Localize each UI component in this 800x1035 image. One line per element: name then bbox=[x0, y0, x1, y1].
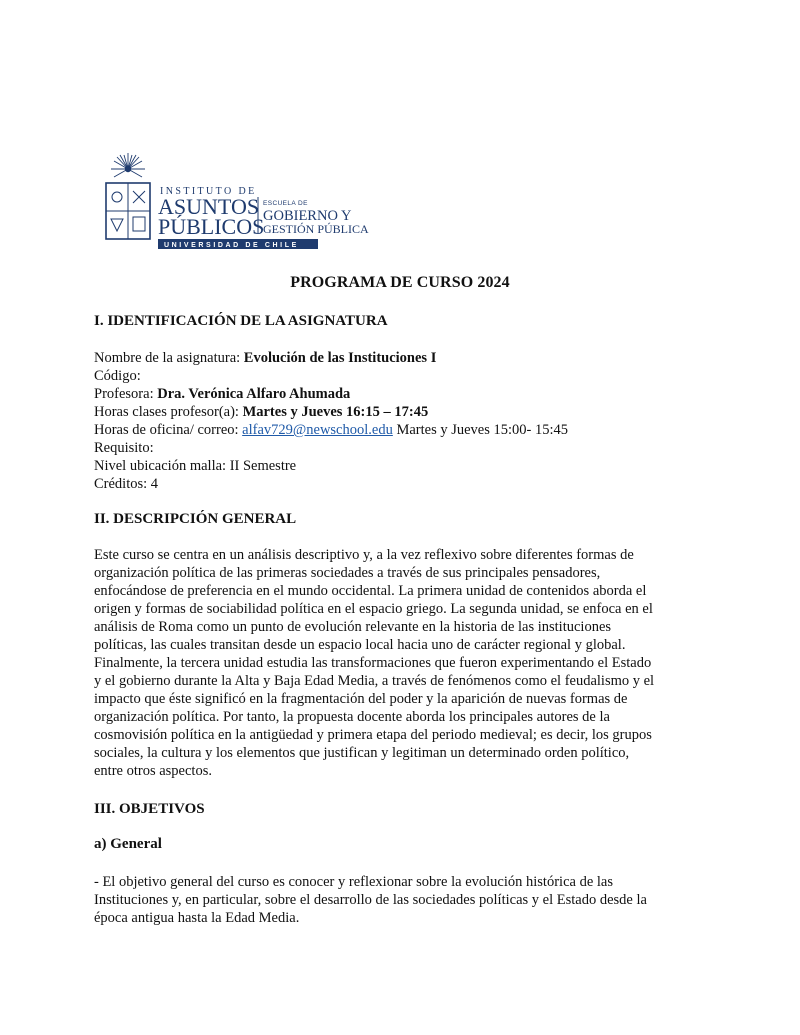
description-paragraph bbox=[94, 546, 706, 780]
field-requisito bbox=[94, 439, 706, 457]
section-3-subheading: a) General bbox=[94, 836, 162, 852]
description-line: Este curso se centra en un análisis descriptivo y, a la vez reflexivo sobre diferentes formas de bbox=[94, 547, 634, 563]
objective-line: Instituciones y, en particular, sobre el desarrollo de las sociedades políticas y el Estado desde la bbox=[94, 892, 647, 908]
field-horas bbox=[94, 403, 706, 421]
field-creditos bbox=[94, 475, 706, 493]
oficina-label: Horas de oficina/ correo: bbox=[94, 422, 243, 438]
logo-line-asuntos: ASUNTOS bbox=[158, 194, 260, 219]
horas-label: Horas clases profesor(a): bbox=[94, 404, 243, 420]
field-nombre bbox=[94, 349, 706, 367]
profesora-value: Dra. Verónica Alfaro Ahumada bbox=[157, 386, 351, 402]
institution-logo bbox=[104, 153, 372, 251]
oficina-value: Martes y Jueves 15:00- 15:45 bbox=[392, 422, 569, 438]
requisito-label: Requisito: bbox=[94, 440, 154, 456]
description-line: organización política de las primeras sociedades a través de sus principales pensadores, bbox=[94, 565, 601, 581]
field-codigo bbox=[94, 367, 706, 385]
description-line: enfocándose de preferencia en el mundo occidental. La primera unidad de contenidos aborda el bbox=[94, 583, 647, 599]
description-line: entre otros aspectos. bbox=[94, 763, 212, 779]
description-line: sociales, la cultura y los elementos que justifican y legitiman un determinado orden político, bbox=[94, 745, 630, 761]
shield-icon bbox=[106, 183, 150, 239]
nivel-label: Nivel ubicación malla: II Semestre bbox=[94, 458, 297, 474]
profesora-label: Profesora: bbox=[94, 386, 158, 402]
logo-line-instituto: INSTITUTO DE bbox=[160, 186, 257, 197]
description-line: y el gobierno durante la Alta y Baja Edad Media, a través de fenómenos como el feudalismo y el bbox=[94, 673, 655, 689]
description-line: Finalmente, la tercera unidad estudia las transformaciones que fueron experimentando el Estado bbox=[94, 655, 652, 671]
nombre-value: Evolución de las Instituciones I bbox=[243, 350, 437, 366]
section-1-heading: I. IDENTIFICACIÓN DE LA ASIGNATURA bbox=[94, 313, 388, 329]
creditos-label: Créditos: 4 bbox=[94, 476, 159, 492]
section-3-heading: III. OBJETIVOS bbox=[94, 801, 205, 817]
codigo-label: Código: bbox=[94, 368, 141, 384]
nombre-label: Nombre de la asignatura: bbox=[94, 350, 244, 366]
objective-line: - El objetivo general del curso es conocer y reflexionar sobre la evolución histórica de las bbox=[94, 874, 613, 890]
email-link[interactable]: alfav729@newschool.edu bbox=[242, 422, 393, 438]
document-title: PROGRAMA DE CURSO 2024 bbox=[290, 274, 510, 291]
logo-university-text: UNIVERSIDAD DE CHILE bbox=[164, 242, 299, 249]
section-2-heading: II. DESCRIPCIÓN GENERAL bbox=[94, 511, 297, 527]
logo-graphic bbox=[104, 153, 372, 251]
field-oficina bbox=[94, 421, 706, 439]
description-line: organización política. Por tanto, la propuesta docente aborda los principales autores de la bbox=[94, 709, 610, 725]
horas-value: Martes y Jueves 16:15 – 17:45 bbox=[242, 404, 429, 420]
course-identification bbox=[94, 349, 706, 493]
objective-paragraph bbox=[94, 873, 706, 927]
logo-escuela-de: ESCUELA DE bbox=[263, 200, 308, 207]
description-line: análisis de Roma como un punto de evolución relevante en la historia de las instituciones bbox=[94, 619, 612, 635]
objective-line: época antigua hasta la Edad Media. bbox=[94, 910, 300, 926]
star-emblem-icon bbox=[111, 153, 145, 177]
logo-gestion-publica: GESTIÓN PÚBLICA bbox=[263, 222, 369, 236]
description-line: impacto que éste significó en la fragmentación del poder y la aparición de nuevas formas de bbox=[94, 691, 628, 707]
field-profesora bbox=[94, 385, 706, 403]
description-line: políticas, las cuales transitan desde un espacio local hacia uno de carácter regional y global. bbox=[94, 637, 626, 653]
description-line: origen y formas de sociabilidad política en el espacio griego. La segunda unidad, se enfoca en el bbox=[94, 601, 653, 617]
logo-gobierno: GOBIERNO Y bbox=[263, 208, 352, 224]
description-line: cosmovisión política en la antigüedad y primera etapa del periodo medieval; es decir, los grupos bbox=[94, 727, 652, 743]
field-nivel bbox=[94, 457, 706, 475]
logo-line-publicos: PÚBLICOS bbox=[158, 214, 265, 239]
